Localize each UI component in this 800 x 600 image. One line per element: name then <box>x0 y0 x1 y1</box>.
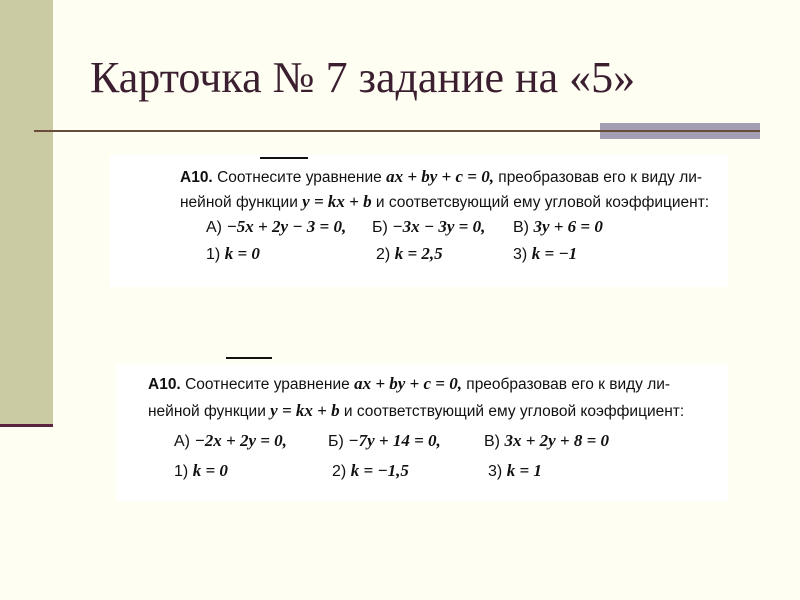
task-statement-line-2 <box>148 401 684 421</box>
task-text-tail: преобразовав его к виду ли- <box>498 169 703 186</box>
task-text-tail: и соответсвующий ему угловой коэффициент: <box>375 194 710 211</box>
general-equation: ax + by + c = 0, <box>386 167 494 186</box>
task-text: Соотнесите уравнение <box>185 376 350 393</box>
linear-function: y = kx + b <box>302 192 372 211</box>
general-equation: ax + by + c = 0, <box>354 374 462 393</box>
answer-3: 3) k = −1 <box>513 244 578 263</box>
answer-3: 3) k = 1 <box>488 461 542 480</box>
card-2-top-stub <box>226 357 272 359</box>
task-card-2 <box>116 364 728 501</box>
option-a: А) −2x + 2y = 0, <box>174 431 287 450</box>
task-text: Соотнесите уравнение <box>217 169 382 186</box>
linear-function: y = kx + b <box>270 401 340 420</box>
answer-2: 2) k = 2,5 <box>376 244 443 263</box>
slide-title: Карточка № 7 задание на «5» <box>90 53 636 102</box>
left-accent-bar-foot <box>0 424 53 427</box>
task-text: нейной функции <box>180 194 298 211</box>
task-statement-line-1 <box>148 374 670 394</box>
answer-2: 2) k = −1,5 <box>332 461 409 480</box>
task-text: нейной функции <box>148 403 266 420</box>
left-accent-bar <box>0 0 53 426</box>
title-divider-block <box>600 123 760 139</box>
option-a: А) −5x + 2y − 3 = 0, <box>206 217 347 236</box>
answer-1: 1) k = 0 <box>206 244 260 263</box>
option-c: В) 3y + 6 = 0 <box>513 217 603 236</box>
title-divider-line <box>34 130 600 132</box>
task-label: А10. <box>148 376 181 393</box>
task-label: А10. <box>180 169 213 186</box>
answer-1: 1) k = 0 <box>174 461 228 480</box>
task-card-1 <box>110 155 728 287</box>
task-statement-line-2 <box>180 192 709 212</box>
task-text-tail: преобразовав его к виду ли- <box>466 376 671 393</box>
option-b: Б) −3x − 3y = 0, <box>372 217 486 236</box>
card-top-stub <box>260 157 308 159</box>
task-text-tail: и соответствующий ему угловой коэффициент: <box>343 403 685 420</box>
task-statement-line-1 <box>180 167 702 187</box>
option-b: Б) −7y + 14 = 0, <box>328 431 441 450</box>
option-c: В) 3x + 2y + 8 = 0 <box>484 431 610 450</box>
